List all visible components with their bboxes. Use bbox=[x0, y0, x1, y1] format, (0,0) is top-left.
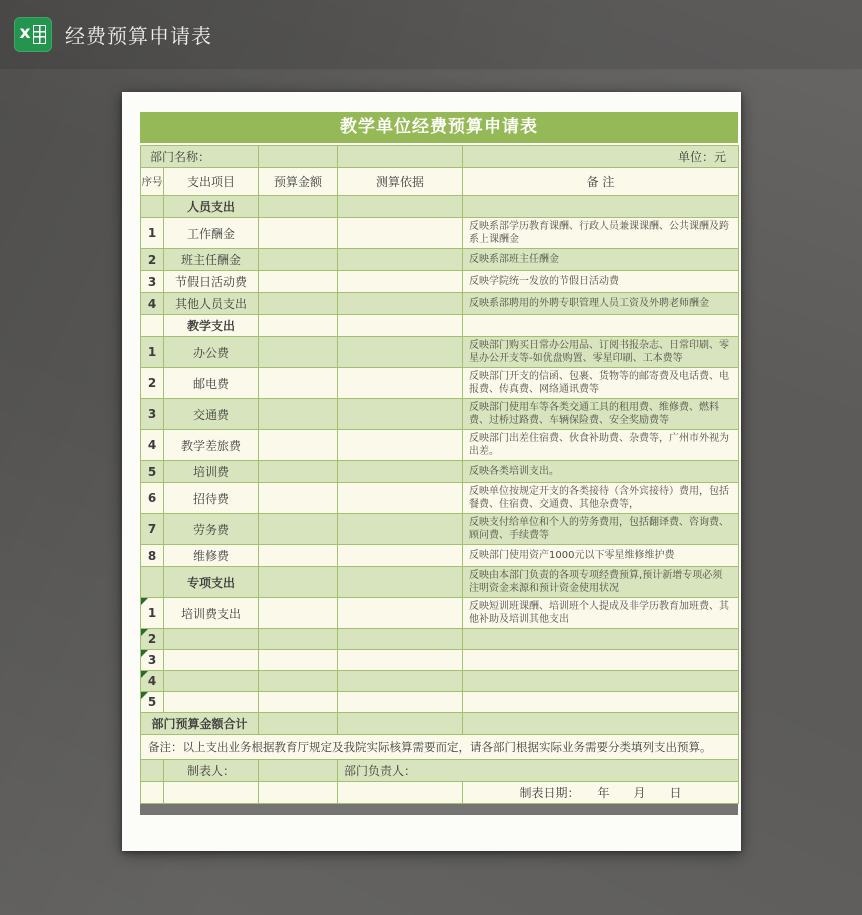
calc-basis-cell[interactable] bbox=[338, 713, 463, 735]
calc-basis-cell[interactable] bbox=[338, 671, 463, 692]
date-line: 制表日期： 年 月 日 bbox=[463, 782, 739, 804]
remark-cell: 反映支付给单位和个人的劳务费用，包括翻译费、咨询费、顾问费、手续费等 bbox=[463, 514, 739, 545]
remark-cell bbox=[463, 692, 739, 713]
item-label: 交通费 bbox=[164, 399, 259, 430]
remark-cell bbox=[463, 629, 739, 650]
spreadsheet-grid-glyph bbox=[33, 25, 46, 44]
table-row-note bbox=[141, 735, 739, 760]
item-label: 培训费 bbox=[164, 461, 259, 483]
calc-basis-cell[interactable] bbox=[338, 461, 463, 483]
table-row-item bbox=[141, 368, 739, 399]
seq-cell: 1 bbox=[141, 218, 164, 249]
item-label: 招待费 bbox=[164, 483, 259, 514]
maker-value-cell[interactable] bbox=[259, 760, 338, 782]
budget-amount-cell[interactable] bbox=[259, 650, 338, 671]
item-label[interactable] bbox=[164, 650, 259, 671]
remark-cell: 反映部门出差住宿费、伙食补助费、杂费等，广州市外视为出差。 bbox=[463, 430, 739, 461]
cell-comment-marker-icon bbox=[141, 692, 148, 699]
dept-head-label: 部门负责人： bbox=[338, 760, 739, 782]
calc-basis-cell[interactable] bbox=[338, 293, 463, 315]
remark-cell: 反映系部聘用的外聘专职管理人员工资及外聘老师酬金 bbox=[463, 293, 739, 315]
seq-cell: 4 bbox=[141, 671, 164, 692]
remark-cell: 反映部门购买日常办公用品、订阅书报杂志、日常印刷、零星办公开支等-如优盘购置、零星印刷、工本费等 bbox=[463, 337, 739, 368]
table-row-item bbox=[141, 271, 739, 293]
seq-cell bbox=[141, 196, 164, 218]
col-header-basis: 测算依据 bbox=[338, 168, 463, 196]
section-label: 教学支出 bbox=[164, 315, 259, 337]
remark-cell: 反映学院统一发放的节假日活动费 bbox=[463, 271, 739, 293]
remark-cell: 反映由本部门负责的各项专项经费预算,预计新增专项必须注明资金来源和预计资金使用状况 bbox=[463, 567, 739, 598]
calc-basis-cell[interactable] bbox=[338, 514, 463, 545]
budget-amount-cell[interactable] bbox=[259, 483, 338, 514]
section-label: 专项支出 bbox=[164, 567, 259, 598]
item-label: 办公费 bbox=[164, 337, 259, 368]
table-row-section bbox=[141, 315, 739, 337]
table-row-item bbox=[141, 671, 739, 692]
window-titlebar bbox=[0, 0, 862, 70]
seq-cell: 5 bbox=[141, 692, 164, 713]
budget-amount-cell[interactable] bbox=[259, 430, 338, 461]
budget-amount-cell[interactable] bbox=[259, 399, 338, 430]
remark-cell: 反映部门使用车等各类交通工具的租用费、维修费、燃料费、过桥过路费、车辆保险费、安全奖励费等 bbox=[463, 399, 739, 430]
calc-basis-cell[interactable] bbox=[338, 337, 463, 368]
col-header-item: 支出项目 bbox=[164, 168, 259, 196]
budget-total-cell[interactable] bbox=[259, 713, 338, 735]
remark-cell bbox=[463, 196, 739, 218]
col-header-seq: 序号 bbox=[141, 168, 164, 196]
seq-cell: 7 bbox=[141, 514, 164, 545]
seq-cell: 6 bbox=[141, 483, 164, 514]
calc-basis-cell[interactable] bbox=[338, 368, 463, 399]
remark-cell: 反映部门使用资产1000元以下零星维修维护费 bbox=[463, 545, 739, 567]
col-header-budget: 预算金额 bbox=[259, 168, 338, 196]
sheet-bottom-edge bbox=[140, 804, 738, 815]
table-row-item bbox=[141, 483, 739, 514]
seq-cell: 8 bbox=[141, 545, 164, 567]
budget-amount-cell[interactable] bbox=[259, 514, 338, 545]
calc-basis-cell[interactable] bbox=[338, 629, 463, 650]
calc-basis-cell[interactable] bbox=[338, 315, 463, 337]
remark-cell bbox=[463, 713, 739, 735]
dept-name-row bbox=[141, 146, 739, 168]
item-label: 班主任酬金 bbox=[164, 249, 259, 271]
sheet-title: 教学单位经费预算申请表 bbox=[140, 112, 738, 143]
table-row-item bbox=[141, 399, 739, 430]
calc-basis-cell[interactable] bbox=[338, 399, 463, 430]
budget-table bbox=[140, 145, 739, 804]
calc-basis-cell[interactable] bbox=[338, 483, 463, 514]
item-label: 维修费 bbox=[164, 545, 259, 567]
table-row-sign bbox=[141, 760, 739, 782]
section-label: 人员支出 bbox=[164, 196, 259, 218]
seq-cell: 3 bbox=[141, 650, 164, 671]
remark-cell: 反映短训班课酬、培训班个人提成及非学历教育加班费、其他补助及培训其他支出 bbox=[463, 598, 739, 629]
seq-cell bbox=[141, 782, 164, 804]
calc-basis-cell[interactable] bbox=[338, 218, 463, 249]
cell-comment-marker-icon bbox=[141, 629, 148, 636]
footer-note: 备注：以上支出业务根据教育厅规定及我院实际核算需要而定，请各部门根据实际业务需要分类填列支出预算。 bbox=[141, 735, 739, 760]
budget-amount-cell[interactable] bbox=[259, 545, 338, 567]
table-row-item bbox=[141, 692, 739, 713]
table-row-item bbox=[141, 218, 739, 249]
budget-amount-cell[interactable] bbox=[259, 293, 338, 315]
budget-amount-cell[interactable] bbox=[259, 671, 338, 692]
calc-basis-cell[interactable] bbox=[338, 567, 463, 598]
calc-basis-cell[interactable] bbox=[338, 545, 463, 567]
cell-comment-marker-icon bbox=[141, 598, 148, 605]
seq-cell: 3 bbox=[141, 271, 164, 293]
budget-amount-cell[interactable] bbox=[259, 218, 338, 249]
budget-amount-cell[interactable] bbox=[259, 692, 338, 713]
seq-cell: 5 bbox=[141, 461, 164, 483]
col-header-remark: 备 注 bbox=[463, 168, 739, 196]
dept-name-label: 部门名称： bbox=[141, 146, 259, 168]
dept-blank-cell[interactable] bbox=[338, 146, 463, 168]
item-label: 劳务费 bbox=[164, 514, 259, 545]
budget-amount-cell[interactable] bbox=[259, 598, 338, 629]
calc-basis-cell[interactable] bbox=[338, 430, 463, 461]
remark-cell bbox=[463, 650, 739, 671]
seq-cell bbox=[141, 760, 164, 782]
total-label: 部门预算金额合计 bbox=[141, 713, 259, 735]
remark-cell: 反映部门开支的信函、包裹、货物等的邮寄费及电话费、电报费、传真费、网络通讯费等 bbox=[463, 368, 739, 399]
item-label[interactable] bbox=[164, 629, 259, 650]
worksheet-page bbox=[122, 92, 741, 851]
budget-amount-cell[interactable] bbox=[259, 196, 338, 218]
table-row-item bbox=[141, 430, 739, 461]
budget-amount-cell[interactable] bbox=[259, 368, 338, 399]
budget-amount-cell[interactable] bbox=[259, 461, 338, 483]
budget-table-body bbox=[141, 196, 739, 804]
maker-label: 制表人： bbox=[164, 760, 259, 782]
table-row-item bbox=[141, 598, 739, 629]
remark-cell bbox=[463, 671, 739, 692]
remark-cell: 反映系部学历教育课酬、行政人员兼课课酬、公共课酬及跨系上课酬金 bbox=[463, 218, 739, 249]
table-row-item bbox=[141, 545, 739, 567]
seq-cell: 1 bbox=[141, 598, 164, 629]
item-label[interactable] bbox=[164, 692, 259, 713]
budget-amount-cell[interactable] bbox=[259, 337, 338, 368]
item-label: 工作酬金 bbox=[164, 218, 259, 249]
item-label: 节假日活动费 bbox=[164, 271, 259, 293]
seq-cell bbox=[141, 567, 164, 598]
item-label[interactable] bbox=[164, 671, 259, 692]
window-title: 经费预算申请表 bbox=[65, 24, 212, 48]
budget-amount-cell[interactable] bbox=[259, 249, 338, 271]
budget-amount-cell[interactable] bbox=[259, 629, 338, 650]
calc-basis-cell[interactable] bbox=[338, 271, 463, 293]
table-row-item bbox=[141, 629, 739, 650]
calc-basis-cell[interactable] bbox=[338, 598, 463, 629]
dept-name-value-cell[interactable] bbox=[259, 146, 338, 168]
seq-cell: 3 bbox=[141, 399, 164, 430]
table-row-item bbox=[141, 650, 739, 671]
budget-amount-cell[interactable] bbox=[259, 271, 338, 293]
remark-cell: 反映系部班主任酬金 bbox=[463, 249, 739, 271]
budget-amount-cell[interactable] bbox=[259, 567, 338, 598]
table-row-item bbox=[141, 293, 739, 315]
seq-cell: 1 bbox=[141, 337, 164, 368]
table-row-item bbox=[141, 249, 739, 271]
seq-cell: 4 bbox=[141, 293, 164, 315]
remark-cell: 反映单位按规定开支的各类接待（含外宾接待）费用，包括餐费、住宿费、交通费、其他杂费等， bbox=[463, 483, 739, 514]
cell-comment-marker-icon bbox=[141, 671, 148, 678]
seq-cell bbox=[141, 315, 164, 337]
seq-cell: 2 bbox=[141, 629, 164, 650]
excel-icon: x bbox=[14, 17, 52, 52]
calc-basis-cell[interactable] bbox=[338, 196, 463, 218]
table-row-item bbox=[141, 337, 739, 368]
budget-amount-cell[interactable] bbox=[259, 315, 338, 337]
item-label: 培训费支出 bbox=[164, 598, 259, 629]
unit-label: 单位：元 bbox=[463, 146, 739, 168]
blank-cell[interactable] bbox=[259, 782, 338, 804]
item-label: 教学差旅费 bbox=[164, 430, 259, 461]
calc-basis-cell[interactable] bbox=[338, 692, 463, 713]
table-row-item bbox=[141, 461, 739, 483]
table-row-date bbox=[141, 782, 739, 804]
blank-cell[interactable] bbox=[164, 782, 259, 804]
calc-basis-cell[interactable] bbox=[338, 650, 463, 671]
seq-cell: 2 bbox=[141, 249, 164, 271]
item-label: 其他人员支出 bbox=[164, 293, 259, 315]
calc-basis-cell[interactable] bbox=[338, 249, 463, 271]
remark-cell bbox=[463, 315, 739, 337]
blank-cell[interactable] bbox=[338, 782, 463, 804]
budget-table-container bbox=[140, 112, 738, 815]
remark-cell: 反映各类培训支出。 bbox=[463, 461, 739, 483]
seq-cell: 2 bbox=[141, 368, 164, 399]
table-header-row bbox=[141, 168, 739, 196]
cell-comment-marker-icon bbox=[141, 650, 148, 657]
table-row-item bbox=[141, 514, 739, 545]
table-row-total bbox=[141, 713, 739, 735]
table-row-section bbox=[141, 567, 739, 598]
table-row-section bbox=[141, 196, 739, 218]
item-label: 邮电费 bbox=[164, 368, 259, 399]
seq-cell: 4 bbox=[141, 430, 164, 461]
